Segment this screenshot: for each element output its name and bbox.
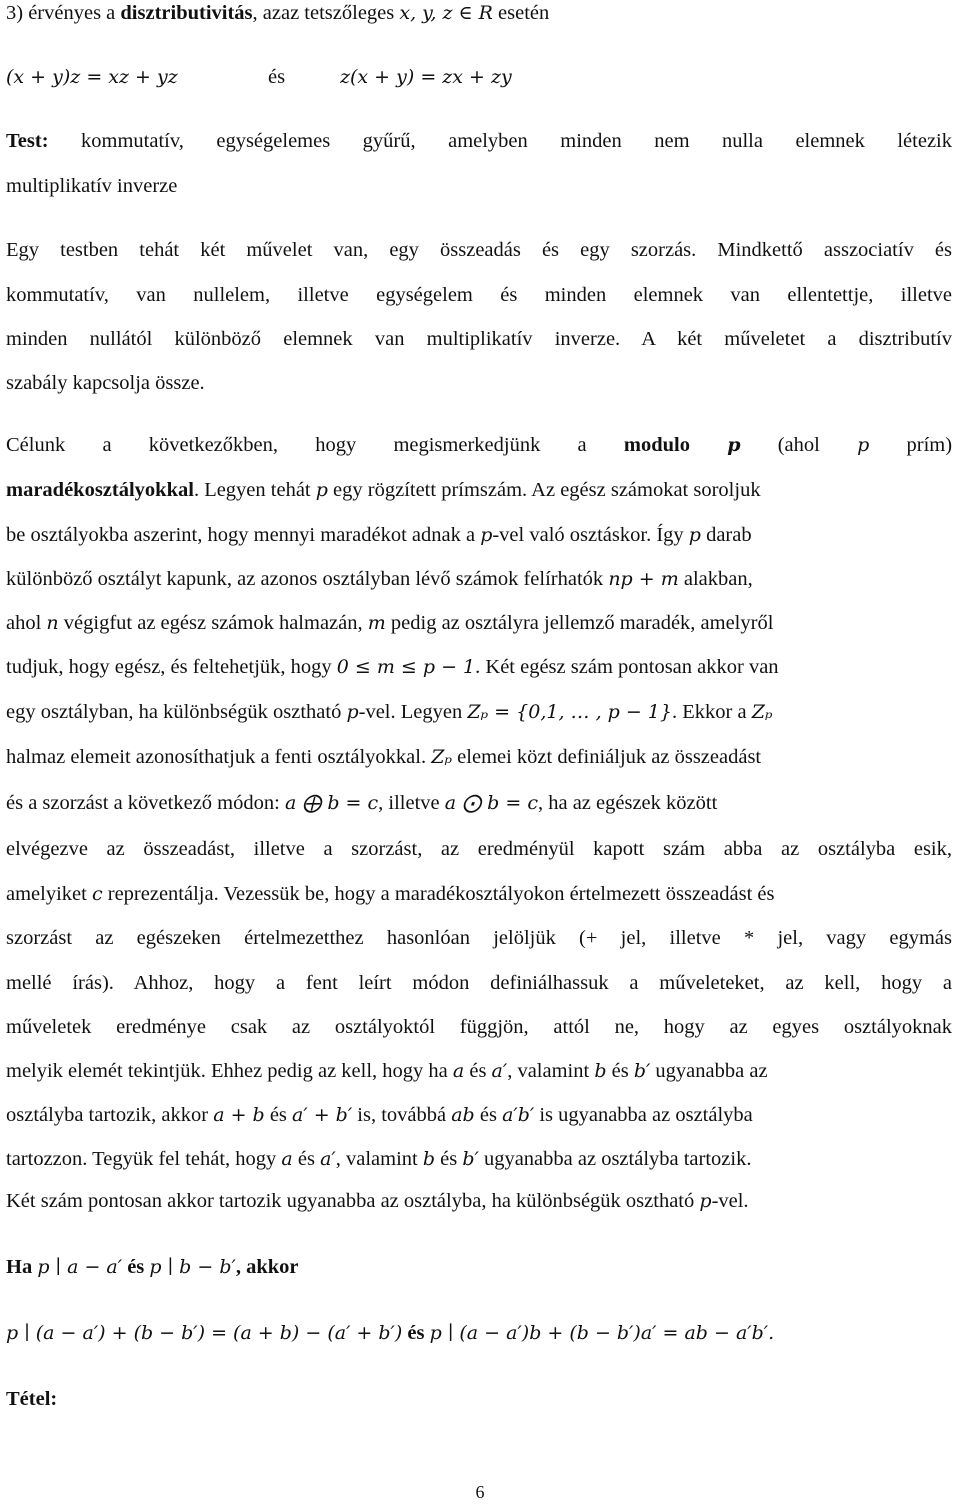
text: , ha az egészek között <box>537 792 718 814</box>
text: darab <box>700 524 752 546</box>
text: 3) érvényes a <box>6 2 121 24</box>
text: és <box>435 1148 463 1170</box>
math: p <box>346 701 359 723</box>
text: műveletek eredménye csak az osztályoktól függjön, attól ne, hogy az egyes osztályoknak <box>6 1016 952 1038</box>
math: np + m <box>608 568 679 590</box>
bold-term: Tétel: <box>6 1388 58 1410</box>
math: a <box>281 1148 293 1170</box>
paragraph-line <box>6 282 952 308</box>
text: , valamint <box>507 1060 595 1082</box>
math: a′ <box>491 1060 508 1082</box>
paragraph-line <box>6 1102 952 1128</box>
text: és <box>292 1148 321 1170</box>
text: és a szorzást a következő módon: <box>6 792 285 814</box>
math: b <box>594 1060 607 1082</box>
paragraph-line <box>6 1014 952 1040</box>
bold-term: Ha <box>6 1256 38 1278</box>
paragraph-line <box>6 522 952 548</box>
paragraph-line <box>6 881 952 907</box>
math: Zₚ <box>751 701 773 723</box>
math: b′ <box>633 1060 651 1082</box>
text: szorzást az egészeken értelmezetthez hasonlóan jelöljük (+ jel, illetve * jel, vagy egymás <box>6 927 952 949</box>
math: m <box>367 612 386 634</box>
text: alakban, <box>678 568 753 590</box>
text: és <box>264 1104 293 1126</box>
text: egy osztályban, ha különbségük osztható <box>6 701 347 723</box>
paragraph-line <box>6 370 952 396</box>
paragraph-line <box>6 237 952 263</box>
text: Célunk a következőkben, hogy megismerkedjünk a <box>6 434 587 456</box>
text: Két szám pontosan akkor tartozik ugyanabba az osztályba, ha különbségük osztható <box>6 1190 700 1212</box>
math: n <box>46 612 59 634</box>
text: tudjuk, hogy egész, és feltehetjük, hogy <box>6 656 337 678</box>
math: p ∣ (a − a′) + (b − b′) = (a + b) − (a′ + b′) <box>6 1322 403 1344</box>
item-3-disztributivitas <box>6 0 952 26</box>
text: tartozzon. Tegyük fel tehát, hogy <box>6 1148 282 1170</box>
paragraph-line <box>6 1146 952 1172</box>
page-number: 6 <box>475 1482 485 1502</box>
text: -vel. Legyen <box>358 701 468 723</box>
math: ab <box>451 1104 475 1126</box>
distributive-formulas <box>6 64 952 90</box>
text: reprezentálja. Vezessük be, hogy a maradékosztályokon értelmezett összeadást és <box>102 883 775 905</box>
text: is, továbbá <box>352 1104 452 1126</box>
text: kommutatív, egységelemes gyűrű, amelyben minden nem nulla elemnek létezik <box>48 130 952 152</box>
math: 0 ≤ m ≤ p − 1 <box>336 656 476 678</box>
paragraph-line <box>6 699 952 725</box>
text: minden nullától különböző elemnek van multiplikatív inverze. A két műveletet a disztributív <box>6 328 952 350</box>
text: (ahol <box>777 434 820 456</box>
text: végigfut az egész számok halmazán, <box>58 612 368 634</box>
math: a′ + b′ <box>292 1104 353 1126</box>
paragraph-line <box>6 925 952 951</box>
theorem-heading <box>6 1386 952 1412</box>
math: p ∣ b − b′ <box>149 1256 236 1278</box>
text: különböző osztályt kapunk, az azonos osztályban lévő számok felírhatók <box>6 568 609 590</box>
math: c <box>91 883 103 905</box>
text: . Két egész szám pontosan akkor van <box>475 656 779 678</box>
text: amelyiket <box>6 883 92 905</box>
math: x, y, z ∈ R <box>399 2 493 24</box>
text: mellé írás). Ahhoz, hogy a fent leírt módon definiálhassuk a műveleteket, az kell, hogy a <box>6 972 952 994</box>
text: , illetve <box>378 792 445 814</box>
math: p <box>688 524 701 546</box>
paragraph-line <box>6 970 952 996</box>
math: a′ <box>320 1148 336 1170</box>
paragraph-line <box>6 1058 952 1084</box>
text: . Legyen tehát <box>193 479 316 501</box>
bold-term: maradékosztályokkal <box>6 479 194 501</box>
text: is ugyanabba az osztályba <box>534 1104 753 1126</box>
text: , valamint <box>335 1148 423 1170</box>
text: prím) <box>906 434 953 456</box>
text: multiplikatív inverze <box>6 175 178 197</box>
math: p <box>480 524 493 546</box>
text: osztályba tartozik, akkor <box>6 1104 214 1126</box>
math: Zₚ = {0,1, … , p − 1} <box>467 701 672 723</box>
text: , azaz tetszőleges <box>252 2 400 24</box>
text: elemei közt definiáljuk az összeadást <box>452 746 762 768</box>
condition-line <box>6 1254 952 1280</box>
paragraph-line <box>6 744 952 770</box>
text: és <box>268 66 286 88</box>
text: szabály kapcsolja össze. <box>6 372 205 394</box>
test-definition-line2 <box>6 173 952 199</box>
text: kommutatív, van nullelem, illetve egységelem és minden elemnek van ellentettje, illetve <box>6 284 952 306</box>
text: -vel. <box>711 1190 749 1212</box>
text: halmaz elemeit azonosíthatjuk a fenti osztályokkal. <box>6 746 432 768</box>
paragraph-line <box>6 432 952 458</box>
math: p ∣ (a − a′)b + (b − b′)a′ = ab − a′b′. <box>429 1322 775 1344</box>
text: és <box>474 1104 503 1126</box>
math: a ⨀ b = c <box>444 792 538 814</box>
bold-term: és <box>122 1256 150 1278</box>
text: ugyanabba az <box>650 1060 768 1082</box>
paragraph-line <box>6 326 952 352</box>
text: ugyanabba az osztályba tartozik. <box>478 1148 752 1170</box>
text: és <box>464 1060 492 1082</box>
text: ahol <box>6 612 47 634</box>
math: p <box>699 1190 712 1212</box>
formula-left: (x + y)z = xz + yz <box>6 66 178 88</box>
math: p <box>857 434 870 456</box>
math: p <box>315 479 328 501</box>
paragraph-line <box>6 566 952 592</box>
text: egy rögzített prímszám. Az egész számokat soroljuk <box>327 479 761 501</box>
text: Egy testben tehát két művelet van, egy összeadás és egy szorzás. Mindkettő asszociatív és <box>6 239 952 261</box>
bold-term: , akkor <box>235 1256 299 1278</box>
math: p ∣ a − a′ <box>37 1256 123 1278</box>
text: . Ekkor a <box>671 701 752 723</box>
math: a + b <box>213 1104 265 1126</box>
math: a ⨁ b = c <box>284 792 379 814</box>
text: be osztályokba aszerint, hogy mennyi maradékot adnak a <box>6 524 481 546</box>
bold-term: Test: <box>6 130 49 152</box>
paragraph-line <box>6 790 952 816</box>
text: esetén <box>492 2 550 24</box>
bold-term: és <box>402 1322 430 1344</box>
math: a <box>452 1060 465 1082</box>
text: melyik elemét tekintjük. Ehhez pedig az kell, hogy ha <box>6 1060 453 1082</box>
text: elvégezve az összeadást, illetve a szorzást, az eredményül kapott szám abba az osztályba esik, <box>6 838 952 860</box>
math: p <box>727 434 741 456</box>
test-definition-line1 <box>6 128 952 154</box>
math: Zₚ <box>431 746 453 768</box>
paragraph-line <box>6 836 952 862</box>
divisibility-formula <box>6 1320 952 1346</box>
formula-right: z(x + y) = zx + zy <box>340 66 512 88</box>
paragraph-line <box>6 654 952 680</box>
paragraph-line <box>6 477 952 503</box>
text: és <box>606 1060 634 1082</box>
text: pedig az osztályra jellemző maradék, amelyről <box>385 612 774 634</box>
paragraph-line <box>6 610 952 636</box>
bold-term: modulo <box>623 434 690 456</box>
math: a′b′ <box>502 1104 535 1126</box>
math: b <box>422 1148 436 1170</box>
math: b′ <box>462 1148 479 1170</box>
text: -vel való osztáskor. Így <box>492 524 689 546</box>
bold-term: disztributivitás <box>120 2 253 24</box>
paragraph-line <box>6 1188 952 1214</box>
